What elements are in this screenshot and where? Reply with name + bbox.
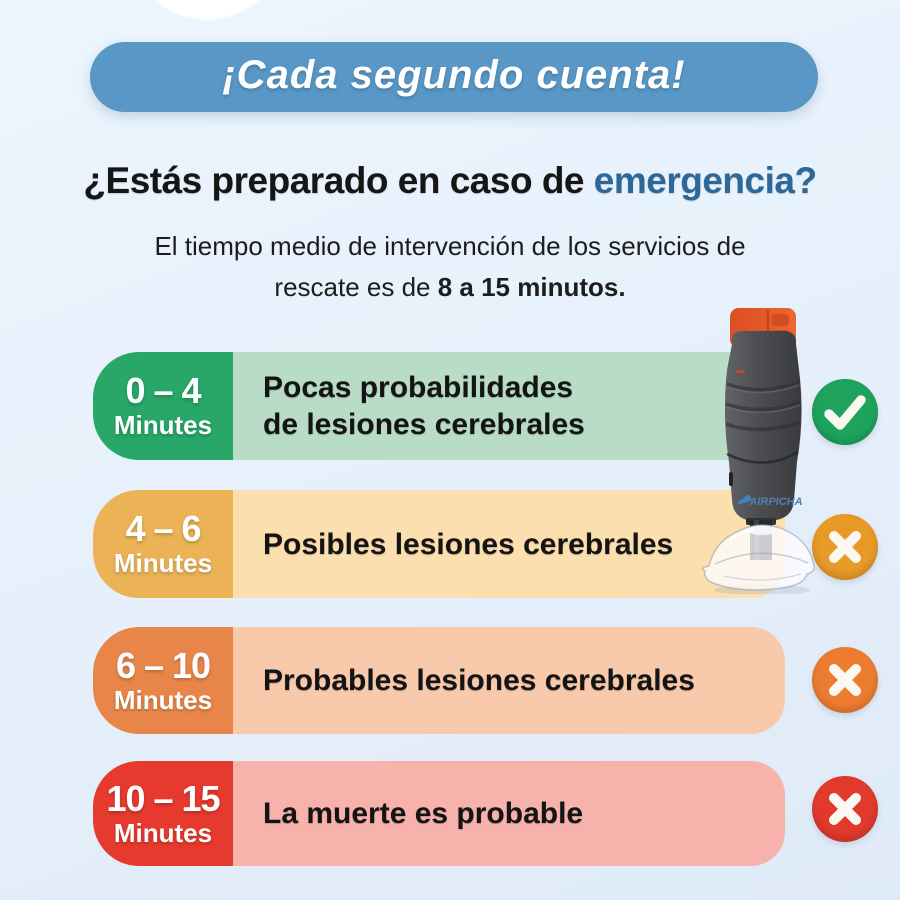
device-mask (703, 525, 814, 590)
row-description-line1: Posibles lesiones cerebrales (263, 527, 674, 561)
time-unit-label: Minutes (113, 817, 213, 848)
top-banner (90, 42, 818, 112)
time-row-6-10 (93, 627, 785, 734)
banner-title: ¡Cada segundo cuenta! (222, 52, 686, 97)
time-badge (93, 761, 233, 866)
row-body (233, 761, 785, 866)
intro-line2-bold: 8 a 15 minutos. (437, 272, 626, 302)
decorative-circle (128, 0, 286, 20)
intro-text (0, 226, 900, 308)
time-unit-label: Minutes (113, 684, 213, 715)
cross-icon (812, 776, 878, 842)
row-description (263, 526, 703, 563)
time-badge (93, 352, 233, 460)
time-range-label: 0 – 4 (125, 370, 201, 411)
svg-text:AIRPICHA: AIRPICHA (749, 496, 803, 508)
time-unit-label: Minutes (113, 410, 213, 440)
page-title-prefix: ¿Estás preparado en caso de (83, 160, 594, 201)
time-badge (93, 627, 233, 734)
time-range-label: 10 – 15 (106, 777, 220, 819)
time-range-label: 6 – 10 (115, 644, 211, 686)
time-row-10-15 (93, 761, 785, 866)
time-unit-label: Minutes (113, 548, 213, 578)
intro-line2-regular: rescate es de (274, 272, 438, 302)
rescue-device-illustration (680, 304, 830, 594)
row-description (263, 795, 703, 832)
row-description-line1: Pocas probabilidades (263, 371, 574, 404)
row-description (263, 369, 703, 443)
time-badge (93, 490, 233, 598)
row-body (233, 627, 785, 734)
row-description (263, 662, 703, 699)
row-description-line1: Probables lesiones cerebrales (263, 664, 695, 697)
page-title (0, 160, 900, 202)
device-body (725, 331, 802, 520)
page-title-highlight: emergencia? (593, 160, 817, 201)
time-range-label: 4 – 6 (125, 508, 201, 549)
intro-line1: El tiempo medio de intervención de los servicios de (154, 231, 746, 261)
row-description-line2: de lesiones cerebrales (263, 408, 585, 441)
cross-icon (812, 647, 878, 713)
row-description-line1: La muerte es probable (263, 797, 584, 830)
